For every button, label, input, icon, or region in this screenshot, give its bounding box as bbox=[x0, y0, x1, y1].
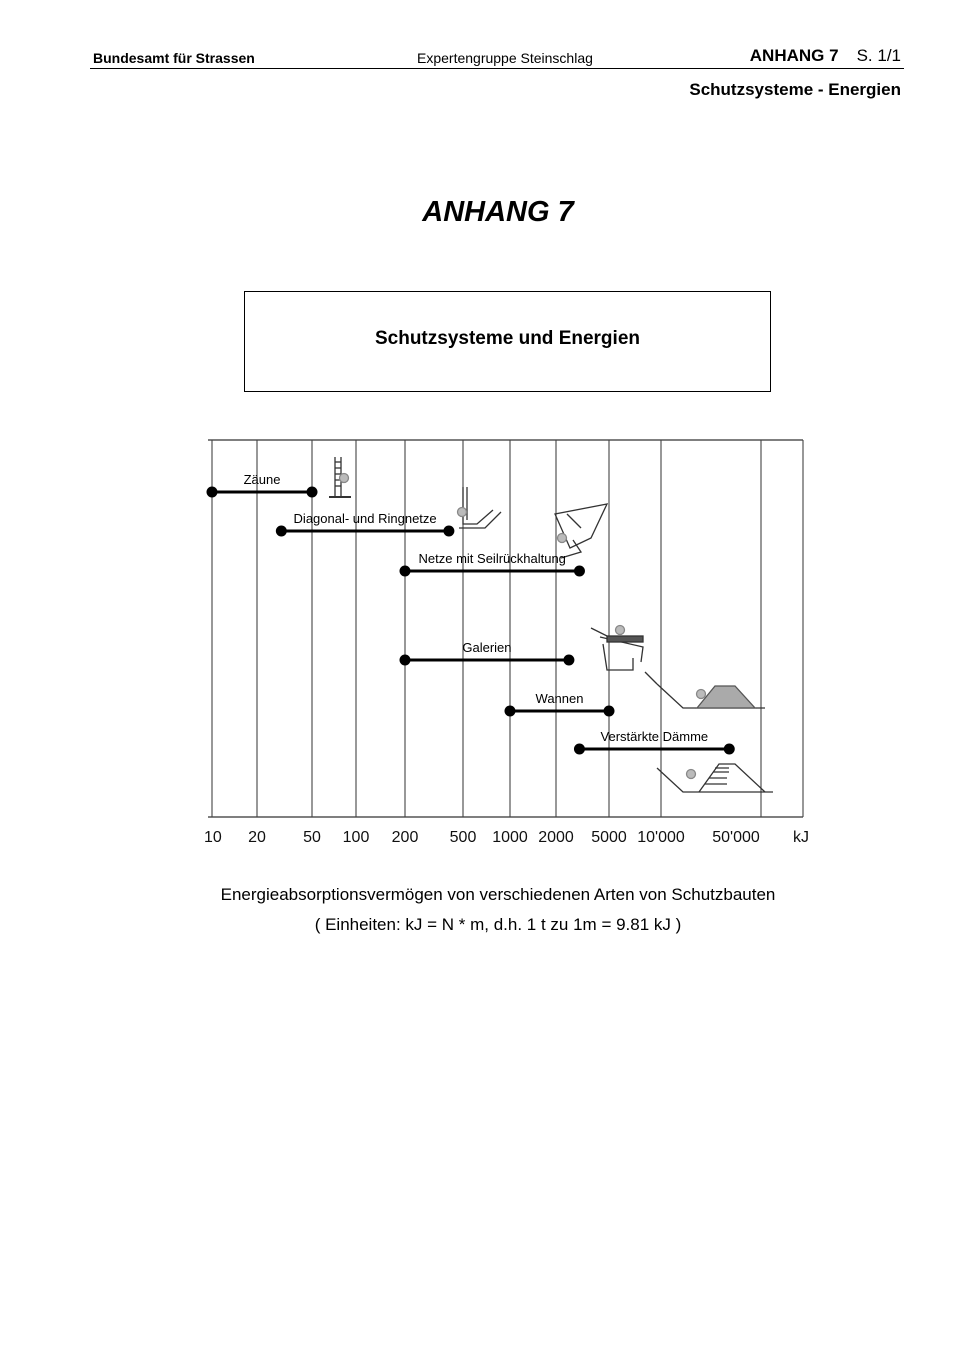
gallery-icon bbox=[591, 626, 657, 685]
x-tick-label: 10 bbox=[204, 829, 222, 846]
fence-icon bbox=[329, 457, 351, 497]
basin-icon bbox=[657, 684, 765, 708]
x-tick-label: 200 bbox=[391, 829, 419, 846]
header-annex-page bbox=[750, 46, 901, 66]
chart-grid bbox=[208, 440, 803, 817]
range-label: Wannen bbox=[535, 691, 584, 706]
caption-line-2: ( Einheiten: kJ = N * m, d.h. 1 t zu 1m = 9.81 kJ ) bbox=[314, 915, 682, 934]
range-start-dot bbox=[400, 566, 411, 577]
x-unit-label: kJ bbox=[793, 829, 809, 846]
range-start-dot bbox=[574, 744, 585, 755]
x-tick-label: 100 bbox=[342, 829, 370, 846]
header-org: Bundesamt für Strassen bbox=[93, 50, 255, 66]
x-tick-label: 50'000 bbox=[712, 829, 760, 846]
document-title: ANHANG 7 bbox=[422, 196, 574, 228]
range-end-dot bbox=[724, 744, 735, 755]
ring-net-icon bbox=[458, 487, 502, 528]
chart-x-ticks bbox=[204, 829, 809, 846]
range-start-dot bbox=[400, 655, 411, 666]
range-label: Diagonal- und Ringnetze bbox=[293, 511, 437, 526]
x-tick-label: 20 bbox=[248, 829, 266, 846]
range-end-dot bbox=[574, 566, 585, 577]
x-tick-label: 1000 bbox=[492, 829, 528, 846]
header-page-number: S. 1/1 bbox=[856, 46, 901, 65]
caption-line-1: Energieabsorptionsvermögen von verschiedenen Arten von Schutzbauten bbox=[220, 885, 776, 904]
title-box bbox=[244, 291, 771, 392]
range-start-dot bbox=[207, 487, 218, 498]
x-tick-label: 500 bbox=[449, 829, 477, 846]
range-start-dot bbox=[276, 526, 287, 537]
title-box-text: Schutzsysteme und Energien bbox=[374, 328, 640, 349]
x-tick-label: 2000 bbox=[538, 829, 574, 846]
range-label: Netze mit Seilrückhaltung bbox=[418, 551, 566, 566]
header-rule bbox=[90, 68, 904, 69]
range-end-dot bbox=[443, 526, 454, 537]
rope-net-icon bbox=[555, 504, 607, 558]
range-end-dot bbox=[604, 706, 615, 717]
chart-ranges bbox=[207, 472, 735, 755]
range-end-dot bbox=[563, 655, 574, 666]
x-tick-label: 10'000 bbox=[637, 829, 685, 846]
range-end-dot bbox=[307, 487, 318, 498]
x-tick-label: 5000 bbox=[591, 829, 627, 846]
header-group: Expertengruppe Steinschlag bbox=[417, 50, 593, 66]
header-subtitle: Schutzsysteme - Energien bbox=[689, 80, 901, 99]
range-label: Zäune bbox=[243, 472, 281, 487]
header-annex: ANHANG 7 bbox=[749, 46, 839, 65]
range-label: Verstärkte Dämme bbox=[600, 729, 709, 744]
range-label: Galerien bbox=[462, 640, 512, 655]
energy-range-chart bbox=[195, 432, 815, 852]
x-tick-label: 50 bbox=[303, 829, 321, 846]
reinforced-dam-icon bbox=[657, 764, 773, 792]
range-start-dot bbox=[505, 706, 516, 717]
